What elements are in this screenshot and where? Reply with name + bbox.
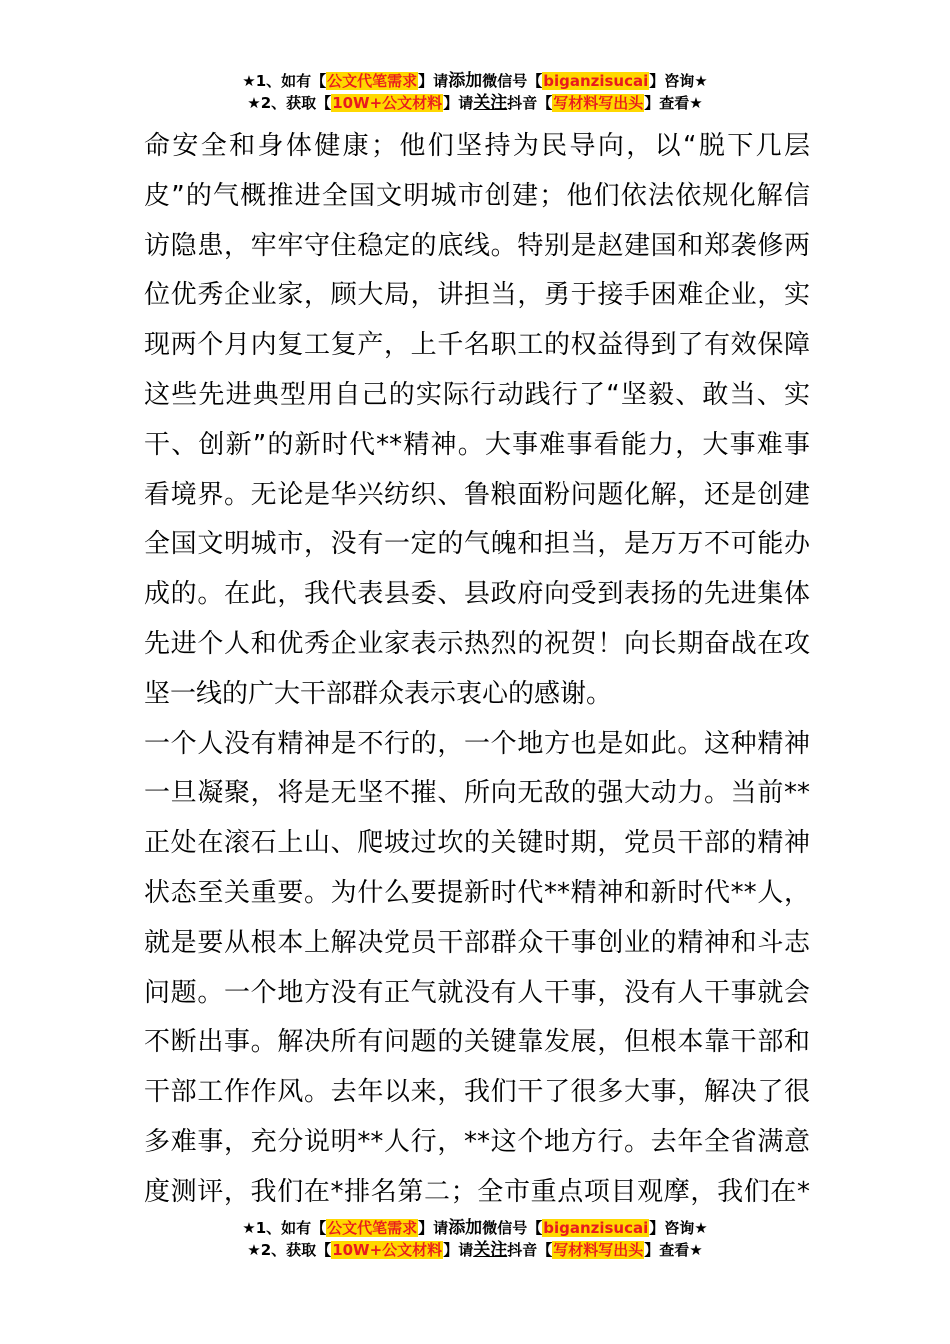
banner-text: 】请: [443, 94, 474, 112]
banner-line-2: [0, 1239, 950, 1261]
body-line: 位优秀企业家，顾大局，讲担当，勇于接手困难企业，实: [144, 280, 810, 311]
highlight-service: 公文代笔需求: [327, 72, 418, 90]
highlight-materials: 10W+公文材料: [332, 94, 443, 112]
body-line: 看境界。无论是华兴纺织、鲁粮面粉问题化解，还是创建: [144, 479, 810, 510]
banner-text: 】咨询★: [649, 1219, 708, 1237]
body-line: 这些先进典型用自己的实际行动践行了“坚毅、敢当、实: [144, 379, 810, 410]
body-line: 皮”的气概推进全国文明城市创建；他们依法依规化解信: [144, 180, 810, 211]
banner-text: 】查看★: [644, 1241, 703, 1259]
star-icon: ★: [242, 72, 256, 90]
body-line: 先进个人和优秀企业家表示热烈的祝贺！向长期奋战在攻: [144, 628, 810, 659]
banner-emphasis: 添加: [448, 71, 483, 91]
banner-text: 】请: [443, 1241, 474, 1259]
body-line: 就是要从根本上解决党员干部群众干事创业的精神和斗志: [144, 927, 810, 958]
body-line: 命安全和身体健康；他们坚持为民导向，以“脱下几层: [144, 131, 810, 161]
banner-text: 】请: [418, 1219, 449, 1237]
highlight-douyin-account: 写材料写出头: [553, 1241, 644, 1259]
banner-text: 微信号【: [482, 72, 543, 90]
banner-emphasis: 关注: [473, 1240, 508, 1260]
body-line: 全国文明城市，没有一定的气魄和担当，是万万不可能办: [144, 529, 810, 560]
body-line: 一旦凝聚，将是无坚不摧、所向无敌的强大动力。当前**: [144, 778, 810, 809]
banner-line-2: [0, 92, 950, 114]
banner-text: 抖音【: [507, 94, 553, 112]
banner-emphasis: 关注: [473, 93, 508, 113]
banner-text: 2、获取【: [260, 1241, 332, 1259]
banner-line-1: [0, 70, 950, 92]
banner-emphasis: 添加: [448, 1218, 483, 1238]
body-line: 度测评，我们在*排名第二；全市重点项目观摩，我们在*: [144, 1176, 810, 1207]
body-line: 干、创新”的新时代**精神。大事难事看能力，大事难事: [144, 429, 810, 460]
body-line: 成的。在此，我代表县委、县政府向受到表扬的先进集体: [144, 579, 810, 610]
highlight-douyin-account: 写材料写出头: [553, 94, 644, 112]
body-line: 多难事，充分说明**人行，**这个地方行。去年全省满意: [144, 1126, 810, 1157]
banner-text: 2、获取【: [260, 94, 332, 112]
star-icon: ★: [247, 1241, 261, 1259]
body-line: 正处在滚石上山、爬坡过坎的关键时期，党员干部的精神: [144, 828, 810, 859]
body-line: 不断出事。解决所有问题的关键靠发展，但根本靠干部和: [144, 1027, 810, 1058]
header-banner: [0, 70, 950, 114]
highlight-service: 公文代笔需求: [327, 1219, 418, 1237]
body-line: 问题。一个地方没有正气就没有人干事，没有人干事就会: [144, 977, 810, 1008]
highlight-wechat-id: biganzisucai: [543, 1219, 649, 1237]
body-line: 状态至关重要。为什么要提新时代**精神和新时代**人，: [144, 877, 810, 908]
banner-text: 抖音【: [507, 1241, 553, 1259]
body-line: 访隐患，牢牢守住稳定的底线。特别是赵建国和郑袭修两: [144, 230, 810, 261]
banner-text: 】查看★: [644, 94, 703, 112]
document-body: [144, 122, 810, 1218]
body-line: 一个人没有精神是不行的，一个地方也是如此。这种精神: [144, 728, 810, 759]
star-icon: ★: [247, 94, 261, 112]
banner-text: 】咨询★: [649, 72, 708, 90]
highlight-materials: 10W+公文材料: [332, 1241, 443, 1259]
body-line: 坚一线的广大干部群众表示衷心的感谢。: [144, 678, 613, 709]
highlight-wechat-id: biganzisucai: [543, 72, 649, 90]
banner-text: 微信号【: [482, 1219, 543, 1237]
banner-text: 】请: [418, 72, 449, 90]
star-icon: ★: [242, 1219, 256, 1237]
body-line: 干部工作作风。去年以来，我们干了很多大事，解决了很: [144, 1077, 810, 1108]
banner-text: 1、如有【: [255, 72, 327, 90]
footer-banner: [0, 1217, 950, 1261]
body-line: 现两个月内复工复产，上千名职工的权益得到了有效保障: [144, 330, 810, 361]
banner-line-1: [0, 1217, 950, 1239]
banner-text: 1、如有【: [255, 1219, 327, 1237]
